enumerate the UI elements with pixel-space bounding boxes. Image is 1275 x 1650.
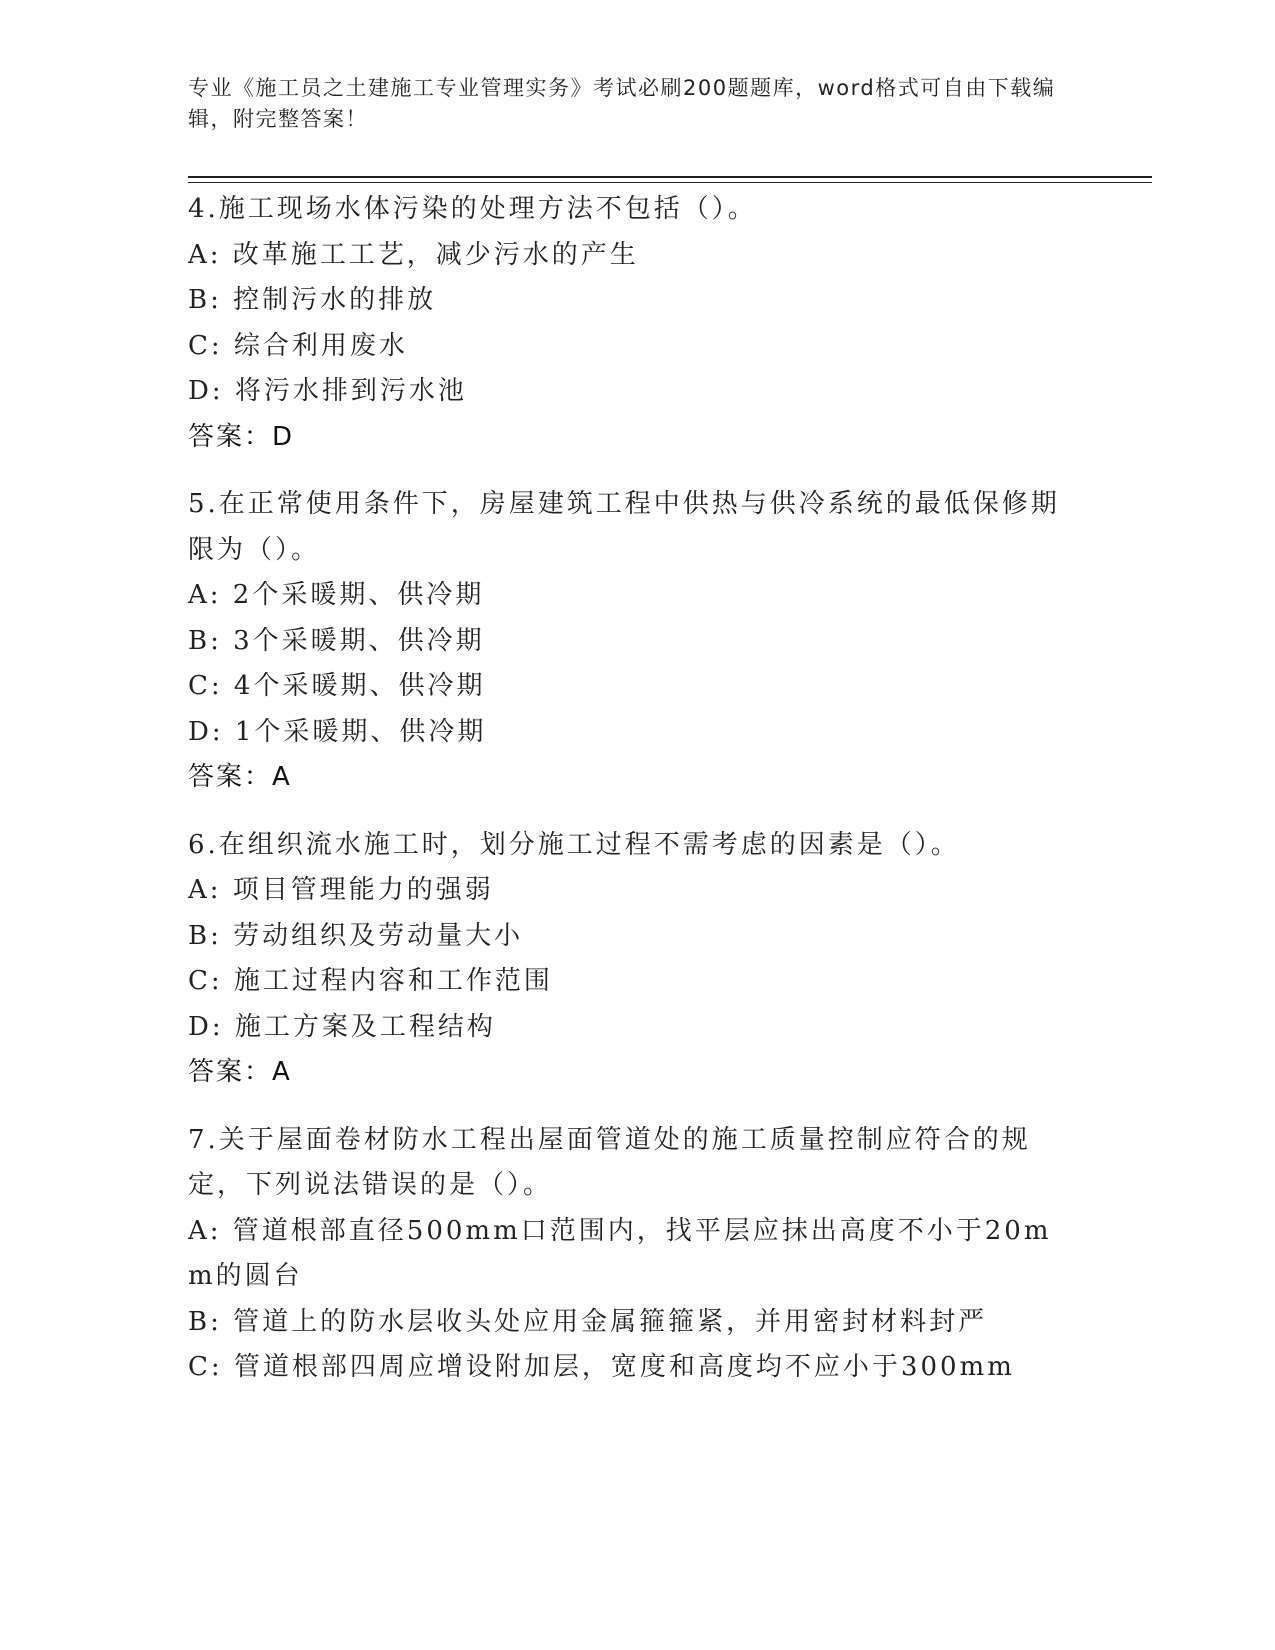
answer-line <box>188 1050 1068 1096</box>
option-b: B: 管道上的防水层收头处应用金属箍箍紧，并用密封材料封严 <box>188 1306 988 1337</box>
option-a: A: 改革施工工艺，减少污水的产生 <box>188 239 639 270</box>
option-a: A: 管道根部直径500mm口范围内，找平层应抹出高度不小于20mm的圆台 <box>188 1215 1052 1291</box>
option-a: A: 2个采暖期、供冷期 <box>188 580 485 610</box>
answer-value: D <box>272 421 295 452</box>
question-list <box>188 187 1068 1413</box>
answer-label: 答案： <box>188 1057 273 1087</box>
option-c: C: 施工过程内容和工作范围 <box>188 966 553 996</box>
option-d: D: 施工方案及工程结构 <box>188 1011 496 1042</box>
question-7 <box>188 1118 1068 1391</box>
question-5 <box>188 482 1068 801</box>
answer-label: 答案： <box>188 421 273 452</box>
option-d: D: 1个采暖期、供冷期 <box>188 716 487 747</box>
option-d: D: 将污水排到污水池 <box>188 376 467 406</box>
question-4 <box>188 187 1068 460</box>
question-6 <box>188 823 1068 1096</box>
option-a: A: 项目管理能力的强弱 <box>188 875 494 905</box>
header-divider-thin <box>188 182 1152 183</box>
question-stem: 7.关于屋面卷材防水工程出屋面管道处的施工质量控制应符合的规定，下列说法错误的是（）。 <box>188 1124 1031 1200</box>
option-b: B: 3个采暖期、供冷期 <box>188 625 485 656</box>
question-stem: 5.在正常使用条件下，房屋建筑工程中供热与供冷系统的最低保修期限为（）。 <box>188 489 1060 565</box>
question-stem: 4.施工现场水体污染的处理方法不包括（）。 <box>188 194 757 224</box>
option-c: C: 综合利用废水 <box>188 330 408 361</box>
answer-value: A <box>272 1057 292 1087</box>
option-b: B: 劳动组织及劳动量大小 <box>188 920 524 951</box>
option-b: B: 控制污水的排放 <box>188 285 437 315</box>
document-header: 专业《施工员之土建施工专业管理实务》考试必刷200题题库，word格式可自由下载编辑，附完整答案！ <box>188 76 1056 131</box>
answer-value: A <box>272 762 292 792</box>
option-c: C: 4个采暖期、供冷期 <box>188 671 486 701</box>
answer-line <box>188 755 1068 801</box>
answer-line <box>188 415 1068 461</box>
answer-label: 答案： <box>188 762 273 792</box>
option-c: C: 管道根部四周应增设附加层，宽度和高度均不应小于300mm <box>188 1352 1015 1382</box>
header-divider-thick <box>188 176 1152 178</box>
question-stem: 6.在组织流水施工时，划分施工过程不需考虑的因素是（）。 <box>188 829 960 860</box>
